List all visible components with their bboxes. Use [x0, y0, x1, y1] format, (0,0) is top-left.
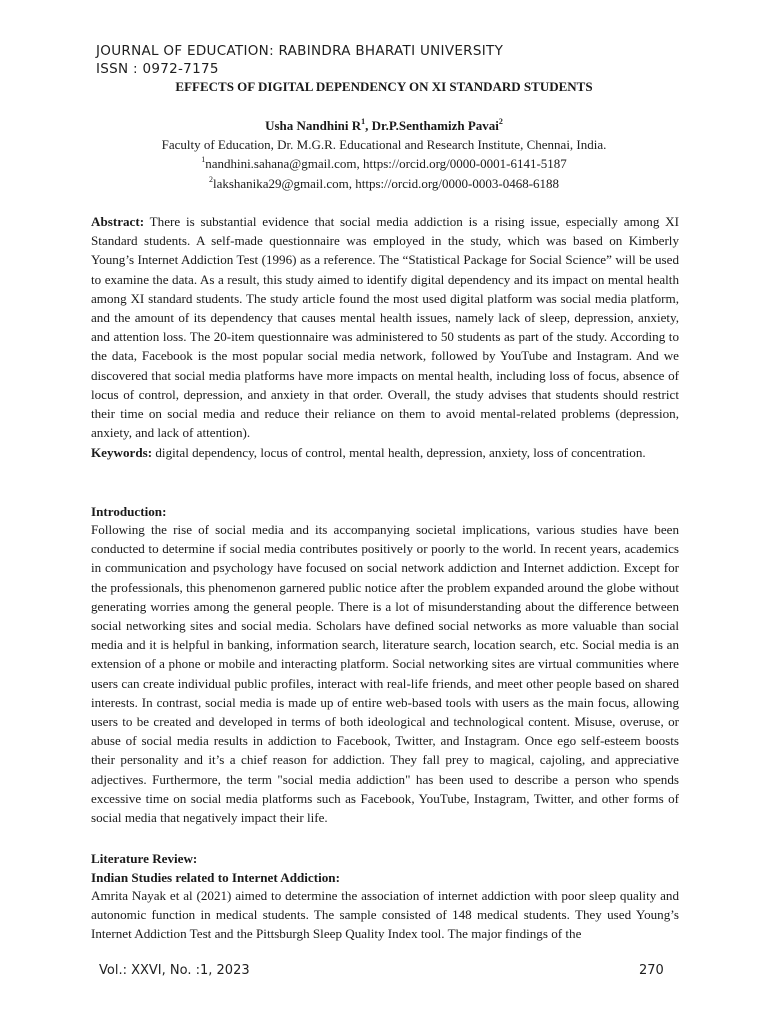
- keywords-label: Keywords:: [91, 445, 153, 460]
- page-number: 270: [639, 963, 664, 978]
- author-2: Dr.P.Senthamizh Pavai: [371, 118, 499, 133]
- introduction-heading: Introduction:: [91, 504, 167, 519]
- abstract-paragraph: [91, 212, 679, 442]
- contact-1-text: nandhini.sahana@gmail.com, https://orcid.org/0000-0001-6141-5187: [205, 156, 567, 171]
- keywords-text: digital dependency, locus of control, mental health, depression, anxiety, loss of concentration.: [152, 445, 646, 460]
- author-2-affiliation-mark: 2: [498, 117, 503, 126]
- literature-paragraph: Amrita Nayak et al (2021) aimed to determine the association of internet addiction with poor sleep quality and autonomic function in medical students. The sample consisted of 148 medical students. They used Young’s Internet Addiction Test and the Pittsburgh Sleep Quality Index tool. The major findings of the: [91, 888, 679, 942]
- author-separator: ,: [365, 118, 372, 133]
- author-1: Usha Nandhini R: [265, 118, 362, 133]
- journal-name: JOURNAL OF EDUCATION: RABINDRA BHARATI UNIVERSITY: [96, 43, 504, 59]
- footer-volume: Vol.: XXVI, No. :1, 2023: [99, 963, 250, 978]
- contact-1-mark: 1: [201, 155, 206, 164]
- contact-2-mark: 2: [208, 175, 213, 184]
- author-1-affiliation-mark: 1: [361, 117, 366, 126]
- paper-title: EFFECTS OF DIGITAL DEPENDENCY ON XI STANDARD STUDENTS: [175, 79, 593, 94]
- contact-2-text: lakshanika29@gmail.com, https://orcid.org/0000-0003-0468-6188: [212, 176, 560, 191]
- journal-issn: ISSN : 0972-7175: [96, 61, 219, 77]
- author-line: [0, 117, 768, 135]
- contact-author-1: [0, 155, 768, 173]
- indian-studies-subheading: Indian Studies related to Internet Addiction:: [91, 870, 340, 885]
- affiliation: Faculty of Education, Dr. M.G.R. Educational and Research Institute, Chennai, India.: [161, 137, 607, 152]
- introduction-paragraph: Following the rise of social media and its accompanying societal implications, various studies have been conducted to determine if social media contributes positively or poorly to the world. In recent years, academics in communication and psychology have focused on social network addiction and Internet addiction. Except for the professionals, this phenomenon garnered public notice after the problem expanded around the globe without generating worries among the general people. There is a lot of misunderstanding about the difference between social networking sites and social media. Scholars have defined social networks as more valuable than social media and it is helpful in banking, information search, literature search, location search, etc. Social media is an extension of a phone or mobile and interacting platform. Social networking sites are virtual communities where users can create individual public profiles, interact with real-life friends, and meet other people based on shared interests. In contrast, social media is made up of entire web-based tools with users as the main focus, allowing users to be created and developed in terms of both ideological and technological content. Misuse, overuse, or abuse of social media results in addiction to Facebook, Twitter, and Instagram. Once ego self-esteem boosts their personality and it’s a chief reason for addiction. They fall prey to magical, cajoling, and appreciative adjectives. Furthermore, the term "social media addiction" has been used to describe a person who spends excessive time on social media platforms such as Facebook, YouTube, Instagram, Twitter, and other forms of social media that negatively impact their life.: [91, 522, 679, 826]
- keywords-paragraph: [91, 443, 679, 462]
- contact-author-2: [0, 175, 768, 193]
- abstract-label: Abstract:: [91, 214, 145, 229]
- literature-review-heading: Literature Review:: [91, 851, 198, 866]
- abstract-text: There is substantial evidence that social media addiction is a rising issue, especially among XI Standard students. A self-made questionnaire was employed in the study, which was based on Kimberly Young’s Internet Addiction Test (1996) as a reference. The “Statistical Package for Social Science” will be used to examine the data. As a result, this study aimed to identify digital dependency and its impact on mental health among XI standard students. The study article found the most used digital platform was social media platform, and the amount of its dependency that causes mental health issues, namely lack of sleep, depression, anxiety, and attention loss. The 20-item questionnaire was administered to 50 students as part of the study. According to the data, Facebook is the most popular social media network, followed by YouTube and Instagram. And we discovered that social media platforms have more impacts on mental health, including loss of focus, absence of locus of control, depression, and anxiety in that order. Overall, the study advises that students should restrict their time on social media and reduce their reliance on them to avoid mental-related problems (depression, anxiety, and lack of attention).: [91, 214, 679, 441]
